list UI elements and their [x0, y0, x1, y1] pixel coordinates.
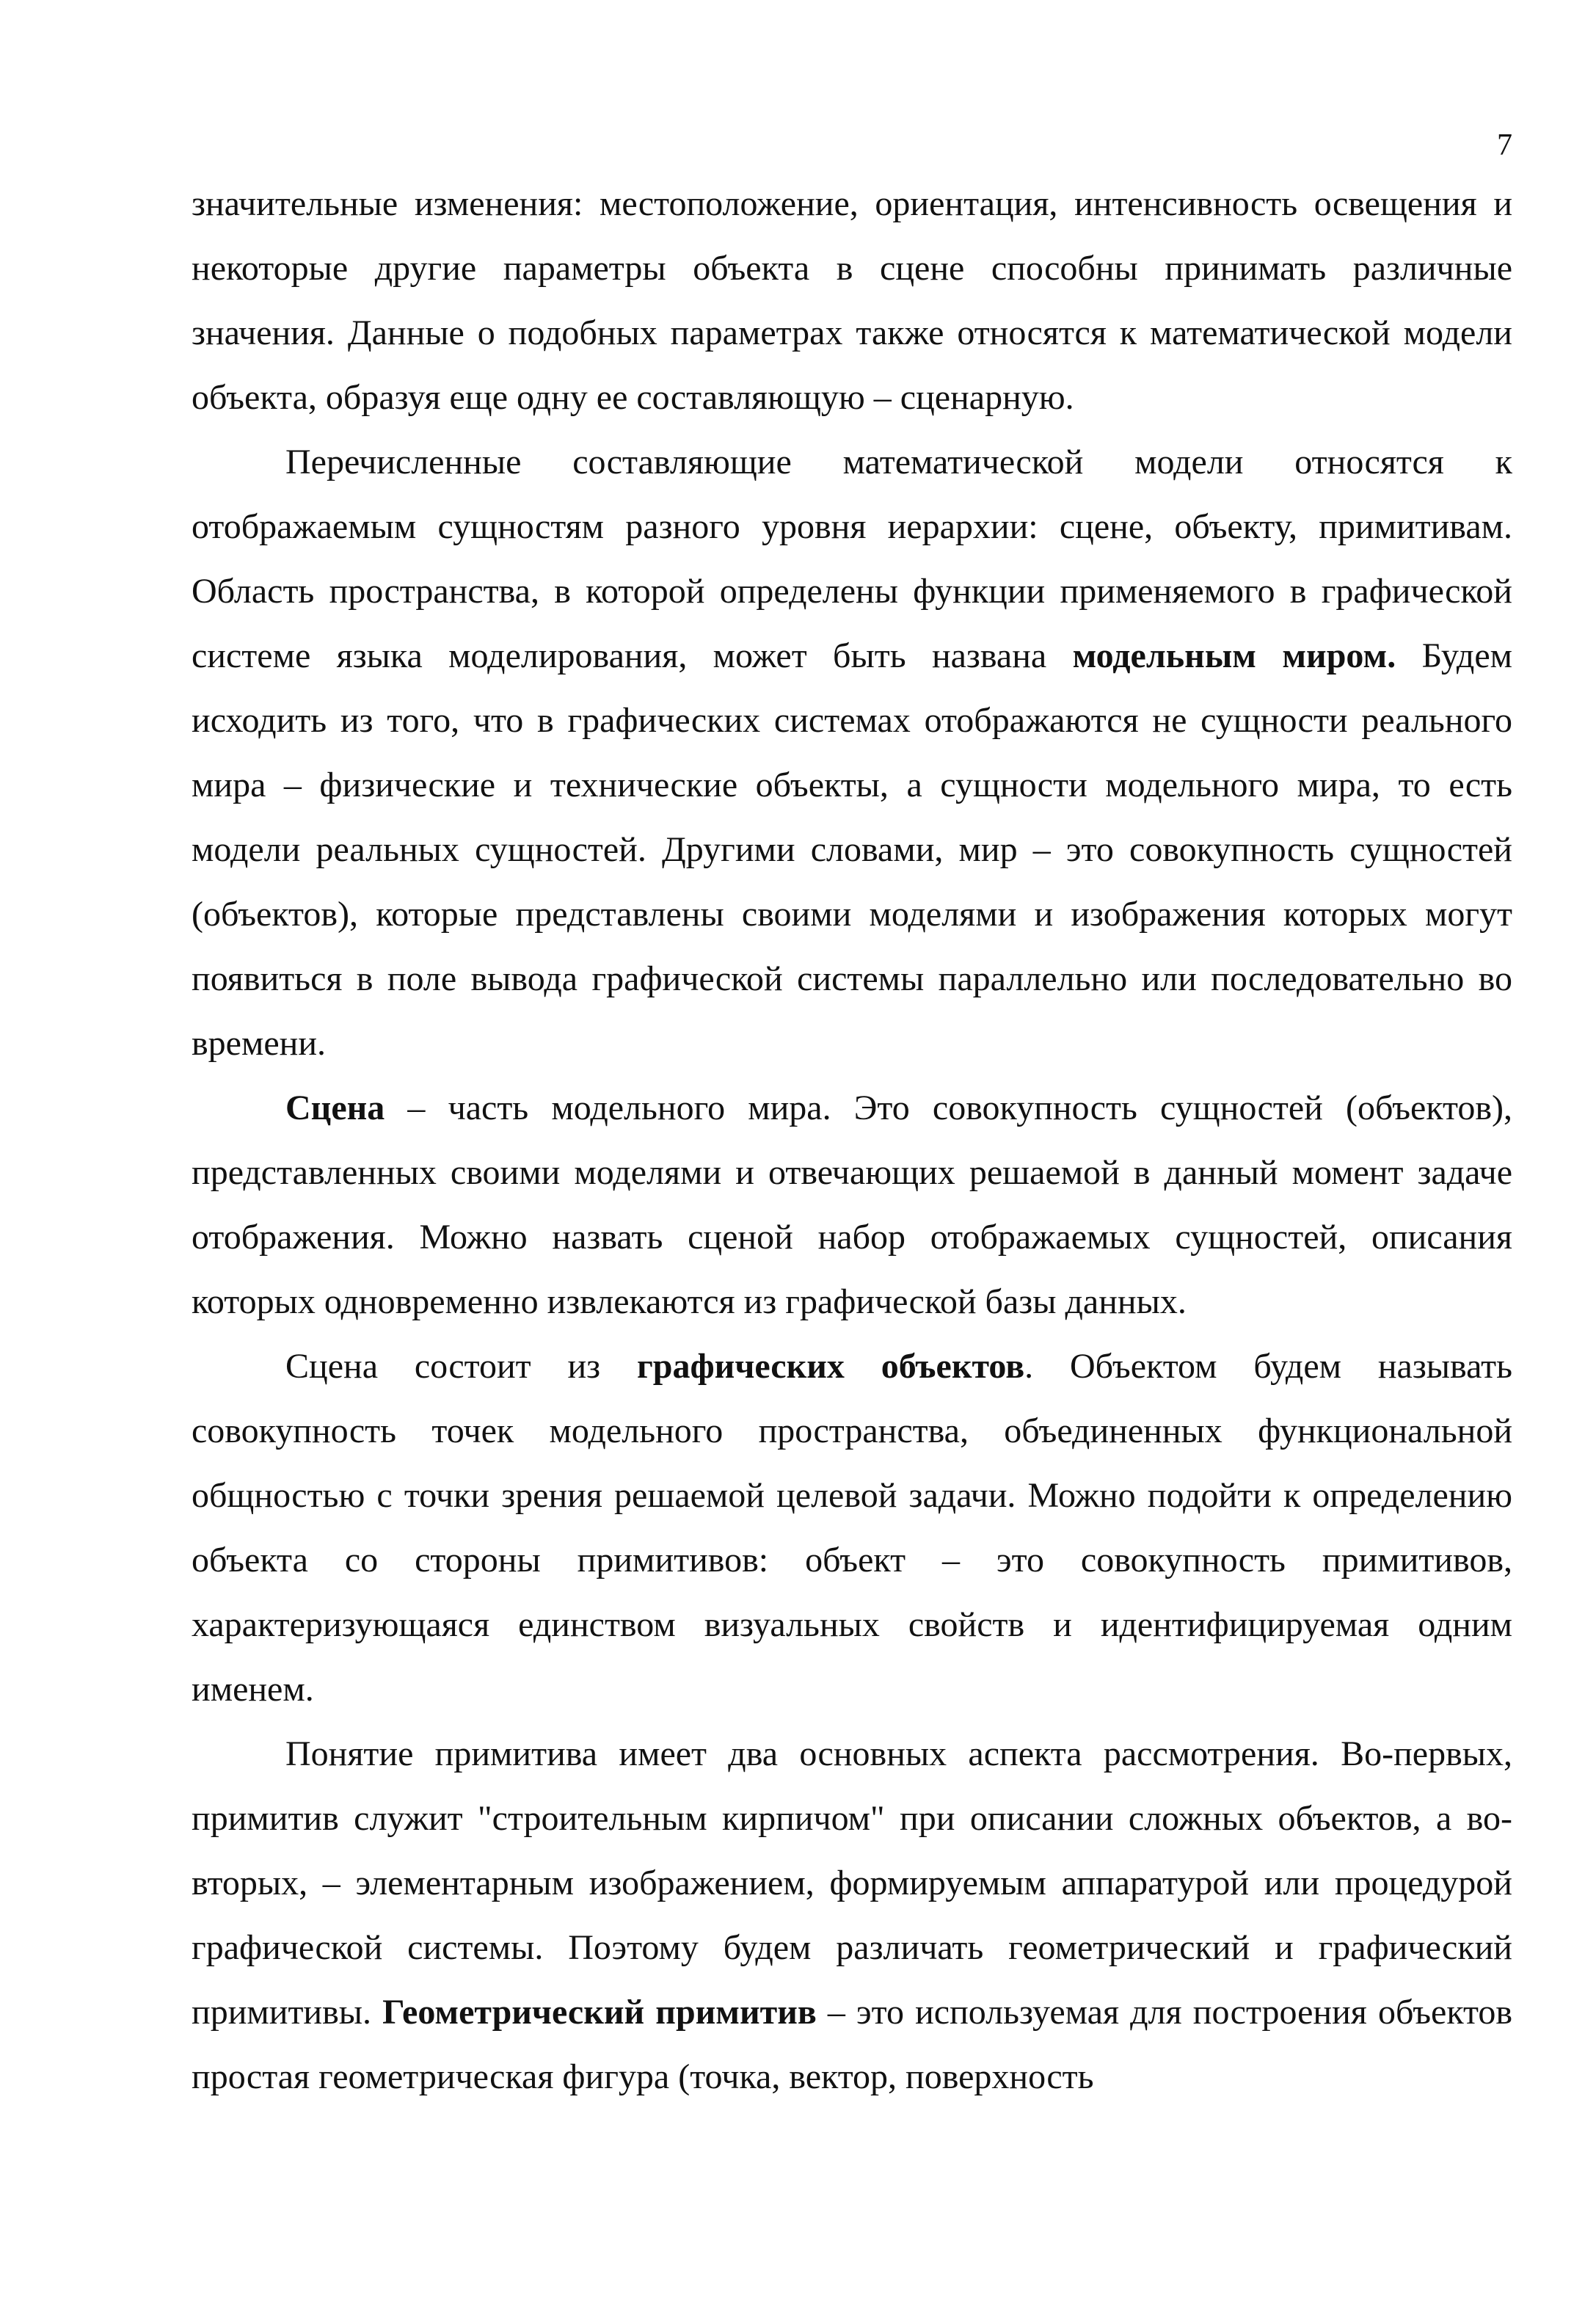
paragraph-text: – часть модельного мира. Это совокупность сущностей (объектов), представленных своими моделями и отвечающих решаемой в данный момент задаче отображения. Можно назвать сценой набор отображаемых сущностей, описания которых одновременно извлекаются из графической базы данных.	[192, 1088, 1512, 1321]
paragraph-text: Сцена состоит из	[285, 1347, 637, 1386]
bold-term: графических объектов	[636, 1347, 1025, 1386]
paragraph-5	[192, 1722, 1512, 2109]
paragraph-3	[192, 1076, 1512, 1334]
paragraph-text: значительные изменения: местоположение, ориентация, интенсивность освещения и некоторые другие параметры объекта в сцене способны принимать различные значения. Данные о подобных параметрах также относятся к математической модели объекта, образуя еще одну ее составляющую – сценарную.	[192, 184, 1512, 417]
bold-term: модельным миром.	[1072, 636, 1396, 675]
paragraph-text: Перечисленные составляющие математической модели относятся к отображаемым сущностям разного уровня иерархии: сцене, объекту, примитивам. Область пространства, в которой определены функции применяемого в графической системе языка моделирования, может быть названа	[192, 443, 1512, 675]
paragraph-2	[192, 430, 1512, 1076]
page-body	[192, 172, 1512, 2109]
paragraph-1	[192, 172, 1512, 430]
paragraph-text: Будем исходить из того, что в графических системах отображаются не сущности реального мира – физические и технические объекты, а сущности модельного мира, то есть модели реальных сущностей. Другими словами, мир – это совокупность сущностей (объектов), которые представлены своими моделями и изображения которых могут появиться в поле вывода графической системы параллельно или последовательно во времени.	[192, 636, 1513, 1063]
paragraph-text: – это используемая для построения объектов простая геометрическая фигура (точка, вектор, поверхность	[192, 1993, 1513, 2096]
bold-term: Сцена	[285, 1088, 385, 1127]
paragraph-4	[192, 1334, 1512, 1722]
paragraph-text: . Объектом будем называть совокупность точек модельного пространства, объединенных функциональной общностью с точки зрения решаемой целевой задачи. Можно подойти к определению объекта со стороны примитивов: объект – это совокупность примитивов, характеризующаяся единством визуальных свойств и идентифицируемая одним именем.	[192, 1347, 1513, 1709]
page-number: 7	[1497, 128, 1512, 162]
paragraph-text: Понятие примитива имеет два основных аспекта рассмотрения. Во-первых, примитив служит "строительным кирпичом" при описании сложных объектов, а во-вторых, – элементарным изображением, формируемым аппаратурой или процедурой графической системы. Поэтому будем различать геометрический и графический примитивы.	[192, 1734, 1512, 2032]
bold-term: Геометрический примитив	[382, 1993, 817, 2032]
